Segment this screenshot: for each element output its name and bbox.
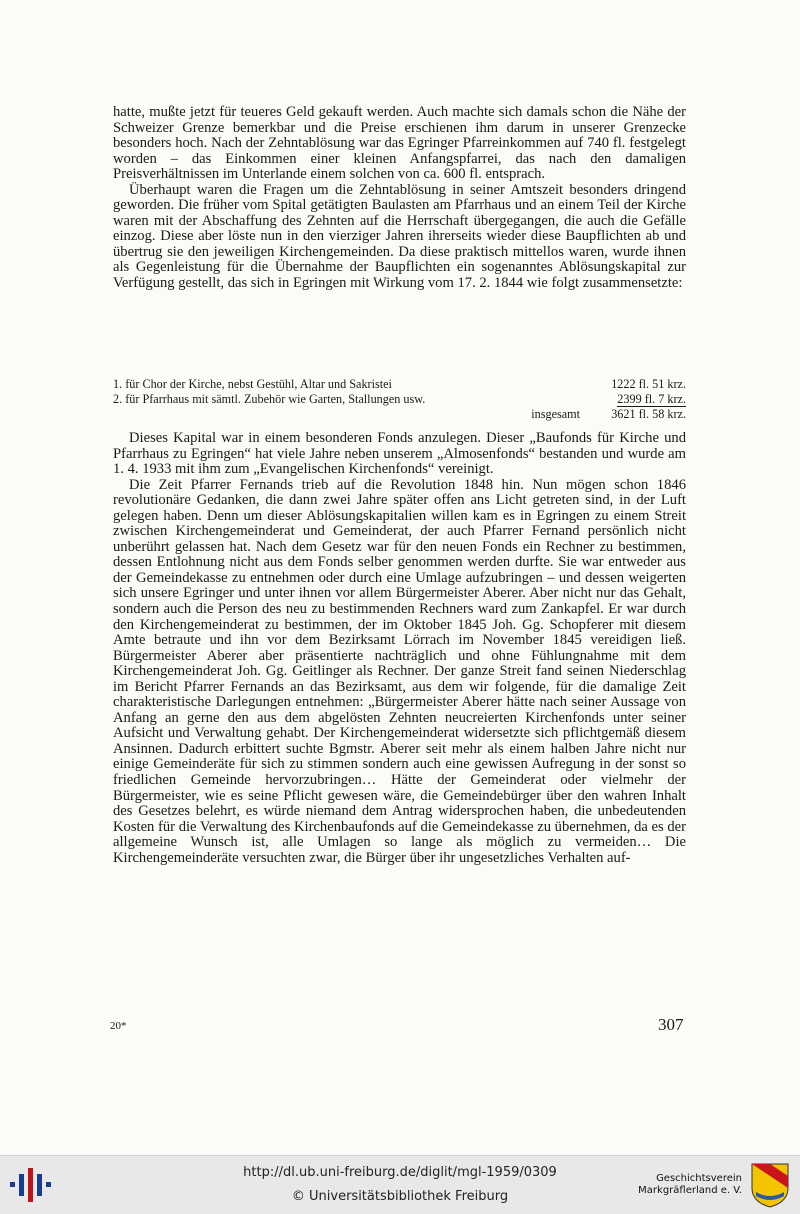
paragraph: Überhaupt waren die Fragen um die Zehntablösung in seiner Amtszeit besonders dringend geworden. Die früher vom Spital getätigten Baulasten am Pfarrhaus und an einem Teil der Kirche waren mit der Abschaffung des Zehnten auf die Herrschaft übergegangen, die auch die Gefälle einzog. Diese aber löste nun in den vierziger Jahren ihrerseits wieder diese Baupflichten ab und übertrug sie den jeweiligen Kirchengemeinden. Da diese praktisch mittellos waren, wurde ihnen als Gegenleistung für die Übernahme der Baupflichten ein sogenanntes Ablösungskapital zur Verfügung gestellt, das sich in Egringen mit Wirkung vom 17. 2. 1844 wie folgt zusammensetzte: (113, 181, 686, 292)
copyright-text: © Universitätsbibliothek Freiburg (291, 1189, 509, 1204)
table-row (113, 392, 686, 407)
total-amount: 3621 fl. 58 krz. (611, 407, 686, 421)
paragraph: hatte, mußte jetzt für teueres Geld gekauft werden. Auch machte sich damals schon die Nähe der Schweizer Grenze bemerkbar und die Preise erschienen ihm darum in unserer Grenzecke besonders hoch. Nach der Zehntablösung war das Egringer Pfarreinkommen auf 740 fl. festgelegt worden – das Einkommen einer kleinen Anfangspfarrei, das nach den damaligen Preisverhältnissen im Unterlande einem solchen von ca. 600 fl. entsprach. (113, 104, 686, 183)
text-block-top (113, 105, 686, 292)
table-row (113, 377, 686, 392)
permalink-url[interactable]: http://dl.ub.uni-freiburg.de/diglit/mgl-1959/0309 (243, 1165, 557, 1180)
society-name (632, 1173, 742, 1197)
total-row (113, 407, 686, 422)
total-label: insgesamt (531, 407, 580, 421)
viewer-footer (0, 1155, 800, 1214)
paragraph: Die Zeit Pfarrer Fernands trieb auf die Revolution 1848 hin. Nun mögen schon 1846 revolutionäre Gedanken, die dann zwei Jahre später offen ans Licht getreten sind, in der Luft gelegen haben. Denn um dieser Ablösungskapitalien willen kam es in Egringen zu einem Streit zwischen Kirchengemeinderat und Gemeinderat, der auch Pfarrer Fernand persönlich nicht unberührt gelassen hat. Nach dem Gesetz war für den neuen Fonds ein Rechner zu bestimmen, dessen Entlohnung nicht aus dem Fonds selber genommen werden durfte. Sie war entweder aus der Gemeindekasse zu entnehmen oder durch eine Umlage aufzubringen – und dessen weigerten sich unsere Egringer und unter ihnen vor allem Bürgermeister Aberer. Aber nicht nur das Gehalt, sondern auch die Person des neu zu bestimmenden Rechners ward zum Zankapfel. Er war durch den Kirchengemeinderat zu bestimmen, der im Oktober 1845 Joh. Gg. Schopferer mit diesem Amte betraute und ihn vor dem Bezirksamt Lörrach im November 1845 vereidigen ließ. Bürgermeister Aberer aber präsentierte nachträglich und ohne Fühlungnahme mit dem Kirchengemeinderat Joh. Gg. Geitlinger als Rechner. Der ganze Streit fand seinen Niederschlag im Bericht Pfarrer Fernands an das Bezirksamt, aus dem wir folgende, für die damalige Zeit charakteristische Darlegungen entnehmen: „Bürgermeister Aberer hätte nach seiner Aussage von Anfang an gerne den aus dem abgelösten Zehnten neucreierten Kirchenfonds unter seiner Aufsicht und Verwaltung gehabt. Der Kirchengemeinderat widersetzte sich pflichtgemäß diesem Ansinnen. Dadurch erbittert suchte Bgmstr. Aberer seit mehr als einem halben Jahre nicht nur einige Gemeinderäte für sich zu stimmen sondern auch eine gewissen Aufregung in der sonst so friedlichen Gemeinde hervorzubringen… Hätte der Gemeinderat oder vielmehr der Bürgermeister, wie es seine Pflicht gewesen wäre, die Gemeindebürger über den wahren Inhalt des Gesetzes belehrt, es würde niemand dem Antrag widersprochen haben, die unbedeutenden Kosten für die Verwaltung des Kirchenbaufonds auf die Gemeindekasse zu übernehmen, da es der allgemeine Wunsch ist, alle Umlagen so lange als möglich zu vermeiden… Die Kirchengemeinderäte versuchten zwar, die Bürger über ihr ungesetzliches Verhalten auf- (113, 476, 686, 866)
item-amount: 2399 fl. 7 krz. (617, 392, 686, 406)
signature-mark: 20* (110, 1020, 127, 1032)
item-label: 2. für Pfarrhaus mit sämtl. Zubehör wie Garten, Stallungen usw. (113, 392, 426, 406)
page-number: 307 (658, 1015, 684, 1034)
capital-table (113, 377, 686, 422)
society-line-1: Geschichtsverein (656, 1173, 742, 1184)
text-block-bottom (113, 431, 686, 866)
item-label: 1. für Chor der Kirche, nebst Gestühl, Altar und Sakristei (113, 377, 392, 391)
coat-of-arms-icon[interactable] (750, 1162, 790, 1208)
paragraph: Dieses Kapital war in einem besonderen Fonds anzulegen. Dieser „Baufonds für Kirche und Pfarrhaus zu Egringen“ hat viele Jahre neben unserem „Almosenfonds“ bestanden und wurde am 1. 4. 1933 mit ihm zum „Evangelischen Kirchenfonds“ vereinigt. (113, 430, 686, 478)
society-line-2: Markgräflerland e. V. (638, 1185, 742, 1196)
item-amount: 1222 fl. 51 krz. (611, 377, 686, 391)
